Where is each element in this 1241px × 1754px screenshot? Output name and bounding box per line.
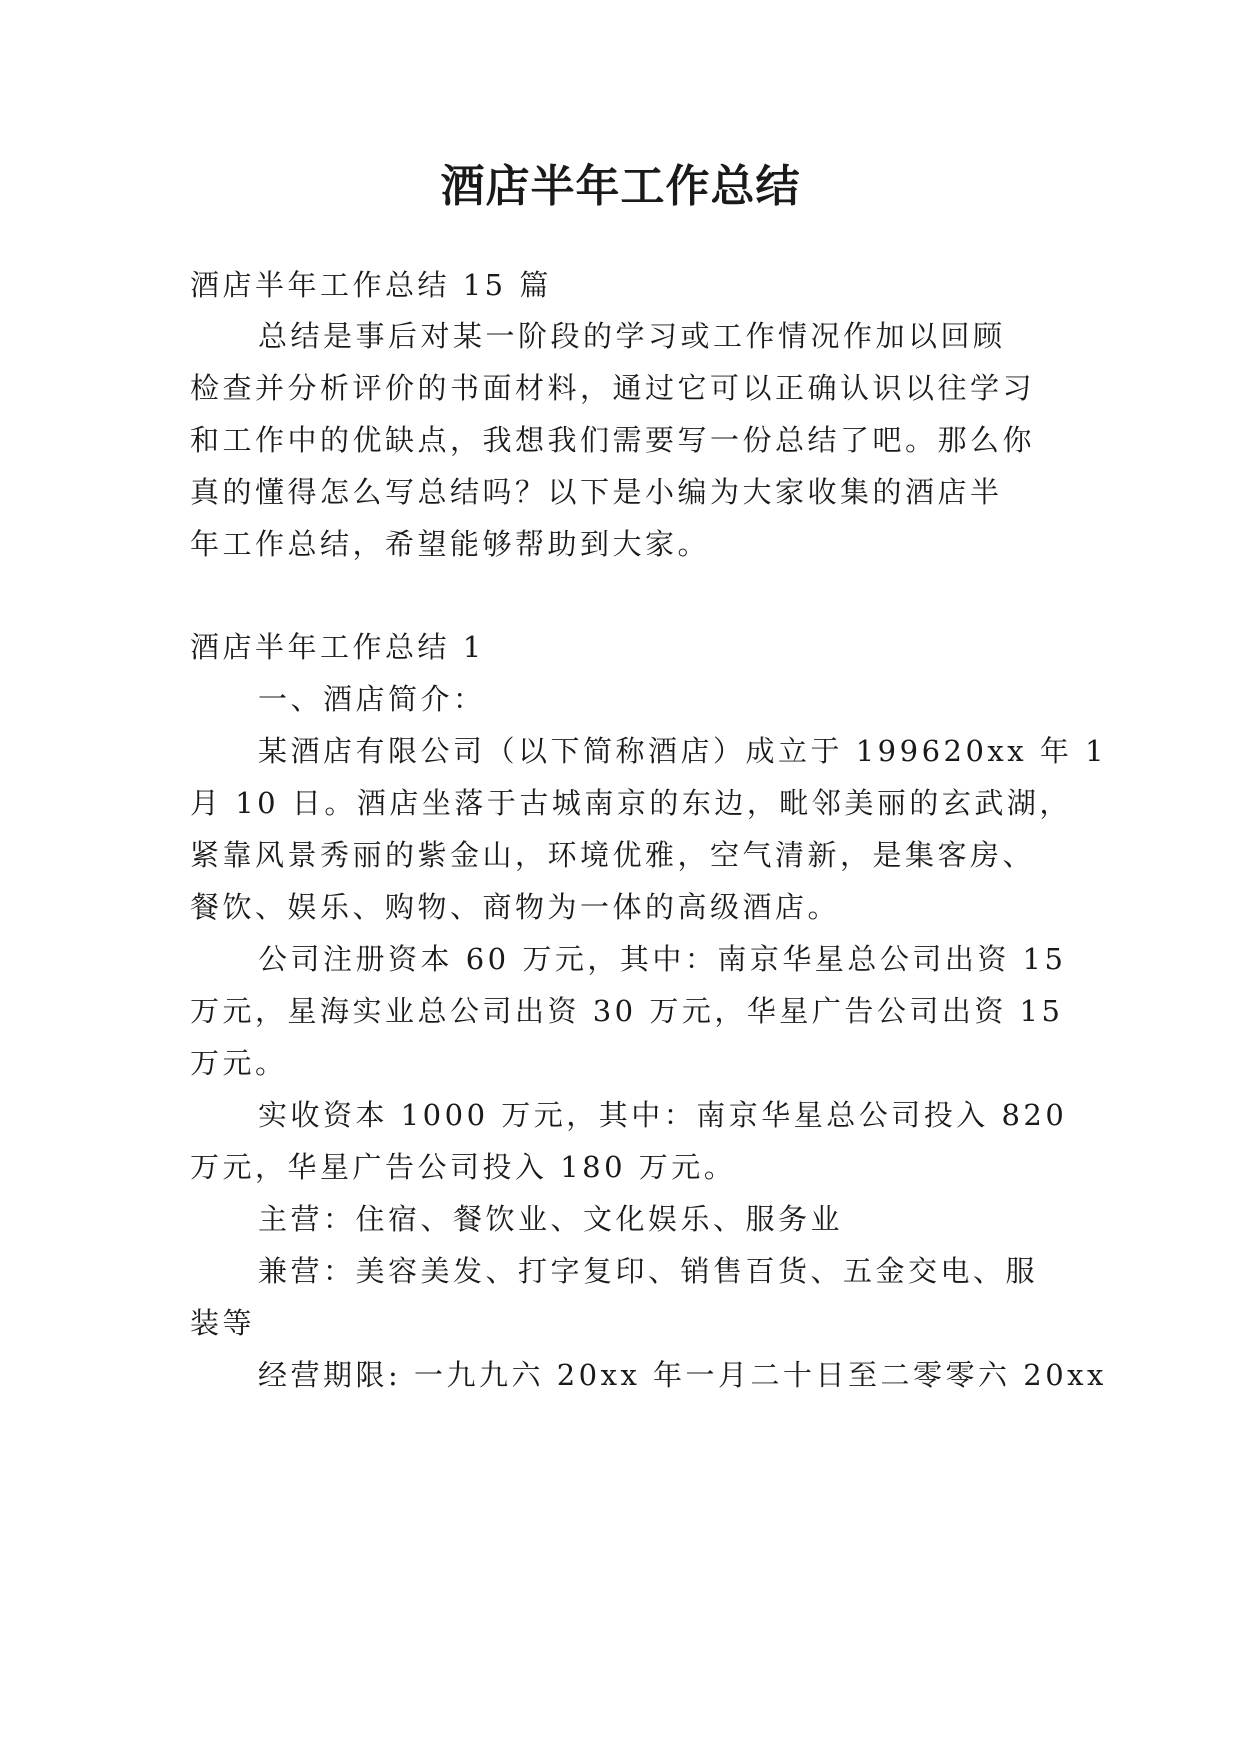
intro-line: 检查并分析评价的书面材料，通过它可以正确认识以往学习 [190,371,1036,405]
document-subtitle: 酒店半年工作总结 15 篇 [190,268,552,302]
document-title: 酒店半年工作总结 [440,161,801,212]
intro-line: 真的懂得怎么写总结吗？以下是小编为大家收集的酒店半 [190,475,1003,509]
section-line: 某酒店有限公司（以下简称酒店）成立于 199620xx 年 1 [258,734,1108,768]
section-line: 万元，星海实业总公司出资 30 万元，华星广告公司出资 15 [190,994,1064,1028]
section-line: 月 10 日。酒店坐落于古城南京的东边，毗邻美丽的玄武湖， [190,786,1072,820]
section-heading: 酒店半年工作总结 1 [190,630,485,664]
section-line: 餐饮、娱乐、购物、商物为一体的高级酒店。 [190,890,841,924]
section-line: 经营期限: 一九九六 20xx 年一月二十日至二零零六 20xx [258,1358,1107,1392]
section-line: 兼营：美容美发、打字复印、销售百货、五金交电、服 [258,1254,1039,1288]
intro-line: 总结是事后对某一阶段的学习或工作情况作加以回顾 [258,319,1006,353]
section-line: 公司注册资本 60 万元，其中：南京华星总公司出资 15 [258,942,1067,976]
section-line: 万元，华星广告公司投入 180 万元。 [190,1150,737,1184]
section-line: 一、酒店简介： [258,682,486,716]
section-line: 装等 [190,1306,256,1340]
section-line: 实收资本 1000 万元，其中：南京华星总公司投入 820 [258,1098,1068,1132]
intro-line: 年工作总结，希望能够帮助到大家。 [190,527,711,561]
intro-line: 和工作中的优缺点，我想我们需要写一份总结了吧。那么你 [190,423,1036,457]
section-line: 主营：住宿、餐饮业、文化娱乐、服务业 [258,1202,844,1236]
section-line: 紧靠风景秀丽的紫金山，环境优雅，空气清新，是集客房、 [190,838,1036,872]
section-line: 万元。 [190,1046,288,1080]
